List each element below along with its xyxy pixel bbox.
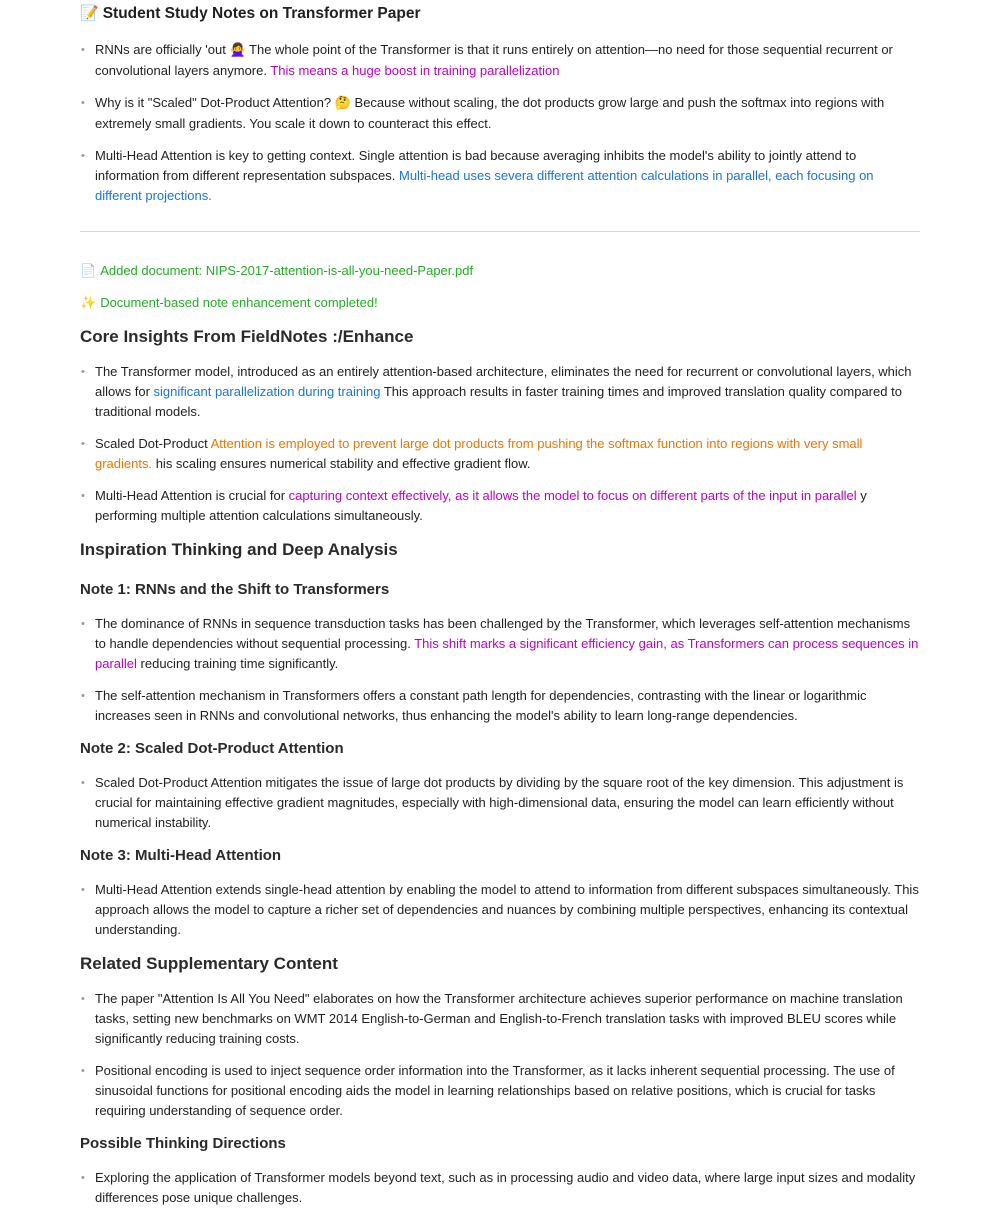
note1-list — [80, 614, 920, 726]
page-title — [80, 0, 920, 24]
list-item: • Positional encoding is used to inject sequence order information into the Transformer, as it lacks inherent sequential processing. The use of sinusoidal functions for positional encoding aids the model in learning relationships based on relative positions, which is crucial for tasks requiring understanding of sequence order. — [80, 1061, 920, 1121]
highlight-text: Attention is employed to prevent large dot products from pushing the softmax function into regions with very small gradients. — [95, 436, 863, 471]
added-document-status — [80, 261, 920, 281]
note2-heading: Note 2: Scaled Dot-Product Attention — [80, 740, 344, 757]
sparkles-icon: ✨ — [80, 296, 97, 311]
memo-icon: 📝 — [80, 4, 99, 22]
list-item: • The Transformer model, introduced as an entirely attention-based architecture, eliminates the need for recurrent or convolutional layers, which allows for significant parallelization during training This approach results in faster training times and improved translation quality compared to traditional models. — [80, 362, 920, 422]
added-document-text: Added document: NIPS-2017-attention-is-all-you-need-Paper.pdf — [100, 263, 474, 278]
inspiration-heading: Inspiration Thinking and Deep Analysis — [80, 540, 398, 559]
list-item: • Why is it "Scaled" Dot-Product Attention? 🤔 Because without scaling, the dot products grow large and push the softmax into regions with extremely small gradients. You scale it down to counteract this effect. — [80, 93, 920, 134]
list-item: • Multi-Head Attention is key to getting context. Single attention is bad because averaging inhibits the model's ability to jointly attend to information from different representation subspaces. Multi-head uses severa different attention calculations in parallel, each focusing on different projections. — [80, 146, 920, 206]
study-notes-list — [80, 40, 920, 206]
related-list — [80, 989, 920, 1121]
list-item: • RNNs are officially 'out 🙅‍♀️ The whole point of the Transformer is that it runs entirely on attention—no need for those sequential recurrent or convolutional layers anymore. This means a huge boost in training parallelization — [80, 40, 920, 81]
note3-list — [80, 880, 920, 940]
highlight-text: significant parallelization during training — [153, 384, 381, 399]
page-title-text: Student Study Notes on Transformer Paper — [102, 5, 421, 22]
related-heading: Related Supplementary Content — [80, 954, 338, 973]
enhancement-status — [80, 293, 920, 313]
list-item: • Scaled Dot-Product Attention is employed to prevent large dot products from pushing the softmax function into regions with very small gradients. his scaling ensures numerical stability and effective gradient flow. — [80, 434, 920, 474]
core-insights-list — [80, 362, 920, 526]
document-icon: 📄 — [80, 264, 97, 279]
note1-heading: Note 1: RNNs and the Shift to Transformers — [80, 581, 390, 598]
highlight-text: This shift marks a significant efficiency gain, as Transformers can process sequences in parallel — [95, 636, 919, 671]
list-item: • Scaled Dot-Product Attention mitigates the issue of large dot products by dividing by the square root of the key dimension. This adjustment is crucial for maintaining effective gradient magnitudes, especially with high-dimensional data, ensuring the model can learn efficiently without numerical instability. — [80, 773, 920, 833]
note2-list — [80, 773, 920, 833]
directions-list — [80, 1168, 920, 1208]
gesture-no-icon: 🙅‍♀️ — [229, 43, 246, 58]
list-item: • The paper "Attention Is All You Need" elaborates on how the Transformer architecture achieves superior performance on machine translation tasks, setting new benchmarks on WMT 2014 English-to-German and English-to-French translation tasks with improved BLEU scores while significantly reducing training costs. — [80, 989, 920, 1049]
thinking-face-icon: 🤔 — [334, 96, 351, 111]
section-divider — [80, 231, 920, 232]
note3-heading: Note 3: Multi-Head Attention — [80, 847, 282, 864]
list-item: • Multi-Head Attention is crucial for capturing context effectively, as it allows the model to focus on different parts of the input in parallel y performing multiple attention calculations simultaneously. — [80, 486, 920, 526]
highlight-text: Multi-head uses severa different attention calculations in parallel, each focusing on different projections. — [95, 168, 874, 203]
highlight-text: This means a huge boost in training parallelization — [270, 63, 560, 78]
list-item: • Multi-Head Attention extends single-head attention by enabling the model to attend to information from different subspaces simultaneously. This approach allows the model to capture a richer set of dependencies and nuances by combining multiple perspectives, enhancing its contextual understanding. — [80, 880, 920, 940]
list-item: • The dominance of RNNs in sequence transduction tasks has been challenged by the Transformer, which leverages self-attention mechanisms to handle dependencies without sequential processing. This shift marks a significant efficiency gain, as Transformers can process sequences in parallel reducing training time significantly. — [80, 614, 920, 674]
list-item: • Exploring the application of Transformer models beyond text, such as in processing audio and video data, where large input sizes and modality differences pose unique challenges. — [80, 1168, 920, 1208]
directions-heading: Possible Thinking Directions — [80, 1135, 286, 1152]
core-insights-heading: Core Insights From FieldNotes :/Enhance — [80, 327, 414, 346]
enhancement-text: Document-based note enhancement completed! — [100, 295, 378, 310]
highlight-text: capturing context effectively, as it allows the model to focus on different parts of the input in parallel — [288, 488, 857, 503]
list-item: • The self-attention mechanism in Transformers offers a constant path length for dependencies, contrasting with the linear or logarithmic increases seen in RNNs and convolutional networks, thus enhancing the model's ability to learn long-range dependencies. — [80, 686, 920, 726]
